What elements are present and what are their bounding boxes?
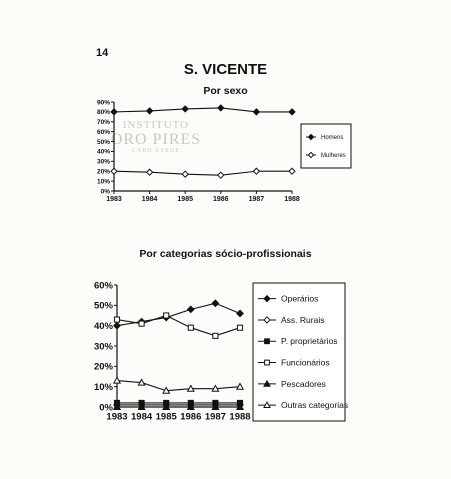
chart2-data-point [213,333,218,338]
chart2-x-tick-label: 1988 [229,411,251,423]
chart2-data-point [188,306,194,312]
chart1-y-tick-label: 10% [96,178,110,186]
chart2-series-line [117,316,240,336]
chart1-y-tick-label: 30% [96,158,110,166]
chart2-data-point [139,321,144,326]
chart2-data-point [237,310,243,316]
chart2-legend-label: Operários [281,293,319,304]
chart1-x-tick-label: 1983 [106,196,122,203]
chart2-y-tick-label: 0% [99,402,113,414]
page-title: S. VICENTE [183,61,268,78]
page-number: 14 [96,47,109,59]
chart2-y-tick-label: 50% [93,300,113,312]
chart2-x-tick-label: 1985 [155,411,177,423]
chart2-y-tick-label: 40% [93,320,113,332]
chart1-legend-label: Homens [321,135,344,142]
chart2-data-point [114,322,120,328]
chart2-legend-label: Funcionários [281,357,330,368]
chart1-subtitle: Por sexo [203,85,248,97]
chart2-legend-label: Ass. Rurais [281,314,325,325]
watermark-line1: INSTITUTO [122,119,190,131]
chart2-y-tick-label: 20% [93,361,113,373]
chart2-x-tick-label: 1983 [106,411,128,423]
chart2-x-tick-label: 1986 [180,411,202,423]
chart2-y-tick-label: 60% [93,280,113,292]
chart1-x-tick-label: 1985 [177,196,193,203]
watermark-line2: ORO PIRES [110,130,202,148]
chart1-y-tick-label: 70% [96,119,110,127]
chart1-y-tick-label: 20% [96,168,110,176]
chart2-series-line [117,381,240,391]
chart2-data-point [188,325,193,330]
watermark-line3: CABO VERDE [131,148,181,155]
chart1-y-tick-label: 40% [96,148,110,156]
chart2-x-tick-label: 1984 [131,411,153,423]
chart2-legend-label: P. proprietários [281,336,338,347]
chart1-x-tick-label: 1988 [284,196,300,203]
chart2-data-point [114,317,119,322]
chart2-y-tick-label: 30% [93,341,113,353]
chart2-legend-marker [265,339,270,344]
chart2-legend-label: Pescadores [281,378,326,389]
chart2-legend-marker [265,360,270,365]
chart2-data-point [212,300,218,306]
chart1-y-tick-label: 0% [100,188,110,196]
chart1-y-tick-label: 90% [96,99,110,107]
chart2-legend-label: Outras categorias [281,400,349,411]
chart2-data-point [164,313,169,318]
chart1-x-tick-label: 1987 [248,196,265,203]
chart2-x-tick-label: 1987 [204,411,226,423]
chart1-legend-label: Mulheres [321,153,346,160]
chart2-series-3 [114,313,242,338]
chart2-data-point [237,325,242,330]
chart1-y-tick-label: 60% [96,128,110,136]
chart1-x-tick-label: 1986 [213,196,229,203]
chart2-series-5 [114,377,243,393]
chart1-y-tick-label: 80% [96,109,110,117]
chart2-series-0 [114,300,243,329]
chart2-y-tick-label: 10% [93,381,113,393]
chart2-subtitle: Por categorias sócio-profissionais [139,248,312,260]
chart1-y-tick-label: 50% [96,138,110,146]
chart1-x-tick-label: 1984 [141,196,158,203]
